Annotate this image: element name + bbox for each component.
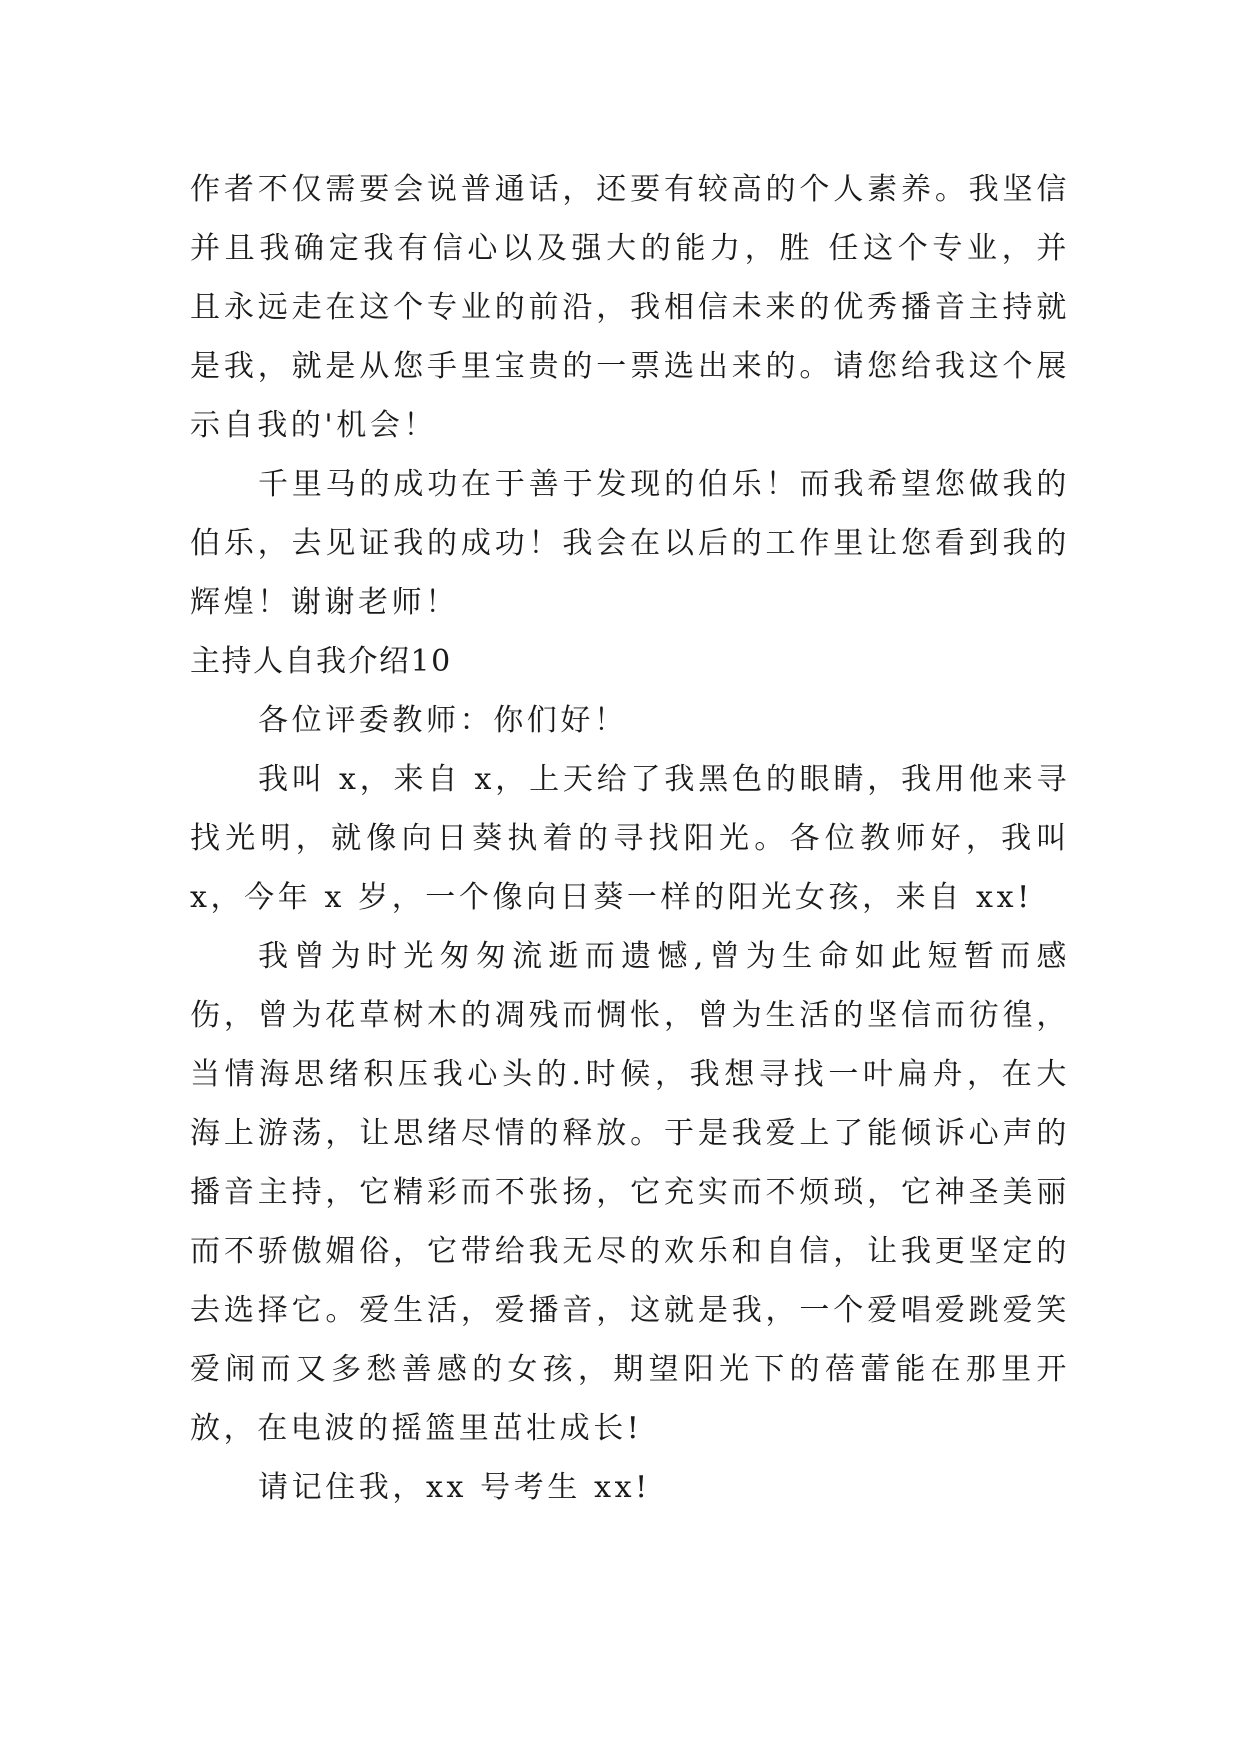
paragraph-signoff: 请记住我，xx 号考生 xx! [258, 1470, 651, 1505]
document-body [190, 160, 1070, 1517]
paragraph-greeting: 各位评委教师：你们好！ [258, 703, 628, 738]
paragraph-body: 我曾为时光匆匆流逝而遗憾,曾为生命如此短暂而感伤，曾为花草树木的凋残而惆怅，曾为生活的坚信而彷徨，当情海思绪积压我心头的.时候，我想寻找一叶扁舟，在大海上游荡，让思绪尽情的释放。于是我爱上了能倾诉心声的播音主持，它精彩而不张扬，它充实而不烦琐，它神圣美丽而不骄傲媚俗，它带给我无尽的欢乐和自信，让我更坚定的去选择它。爱生活，爱播音，这就是我，一个爱唱爱跳爱笑爱闹而又多愁善感的女孩，期望阳光下的蓓蕾能在那里开放，在电波的摇篮里茁壮成长! [190, 939, 1070, 1446]
section-title: 主持人自我介绍10 [190, 644, 452, 679]
paragraph-intro: 我叫 x，来自 x，上天给了我黑色的眼睛，我用他来寻找光明，就像向日葵执着的寻找阳光。各位教师好，我叫 x，今年 x 岁，一个像向日葵一样的阳光女孩，来自 xx! [190, 762, 1070, 915]
paragraph-continuation: 作者不仅需要会说普通话，还要有较高的个人素养。我坚信并且我确定我有信心以及强大的能力，胜 任这个专业，并且永远走在这个专业的前沿，我相信未来的优秀播音主持就是我，就是从您手里宝贵的一票选出来的。请您给我这个展示自我的'机会！ [190, 172, 1070, 443]
paragraph-closing: 千里马的成功在于善于发现的伯乐！而我希望您做我的伯乐，去见证我的成功！我会在以后的工作里让您看到我的辉煌！谢谢老师！ [190, 467, 1070, 620]
